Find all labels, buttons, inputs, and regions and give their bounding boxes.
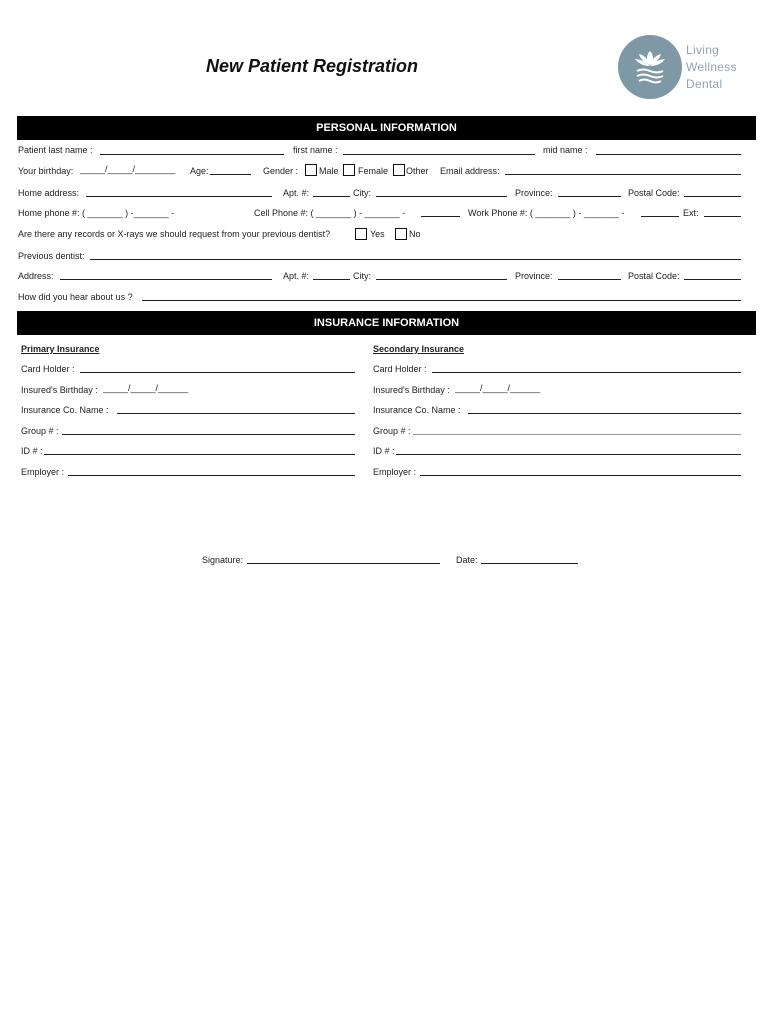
lotus-wave-icon (618, 35, 682, 99)
secondary-group-field[interactable] (413, 434, 741, 435)
ext-field[interactable] (704, 216, 741, 217)
no-label: No (409, 229, 421, 239)
birthday-label: Your birthday: (18, 166, 74, 176)
cell-phone-field-end[interactable] (421, 216, 460, 217)
insurance-info-header: INSURANCE INFORMATION (17, 311, 756, 335)
home-address-field[interactable] (86, 196, 272, 197)
logo-line: Dental (686, 77, 723, 91)
logo-line: Living (686, 43, 720, 57)
secondary-group-label: Group # : (373, 426, 411, 436)
signature-label: Signature: (202, 555, 244, 565)
other-checkbox[interactable] (393, 164, 405, 176)
date-label: Date: (456, 555, 478, 565)
primary-card-holder-field[interactable] (80, 372, 355, 373)
primary-birthday-field[interactable]: _____/_____/______ (103, 383, 189, 393)
birthday-field[interactable]: _____/_____/________ (80, 164, 176, 174)
secondary-company-field[interactable] (468, 413, 741, 414)
dentist-province-label: Province: (515, 271, 553, 281)
records-no-checkbox[interactable] (395, 228, 407, 240)
secondary-insurance-heading: Secondary Insurance (373, 344, 465, 354)
dentist-city-field[interactable] (376, 279, 507, 280)
secondary-company-label: Insurance Co. Name : (373, 405, 461, 415)
home-address-label: Home address: (18, 188, 80, 198)
dentist-address-label: Address: (18, 271, 54, 281)
previous-dentist-label: Previous dentist: (18, 251, 85, 261)
logo-line: Wellness (686, 60, 737, 74)
age-field[interactable] (210, 174, 251, 175)
male-label: Male (319, 166, 339, 176)
logo-wordmark (686, 42, 737, 93)
dentist-city-label: City: (353, 271, 371, 281)
records-yes-checkbox[interactable] (355, 228, 367, 240)
primary-id-label: ID # : (21, 446, 43, 456)
secondary-id-label: ID # : (373, 446, 395, 456)
female-label: Female (358, 166, 389, 176)
dentist-apt-field[interactable] (313, 279, 350, 280)
dentist-province-field[interactable] (558, 279, 621, 280)
dentist-apt-label: Apt. #: (283, 271, 310, 281)
records-question: Are there any records or X-rays we should request from your previous dentist? (18, 229, 331, 239)
secondary-birthday-field[interactable]: _____/_____/______ (455, 383, 541, 393)
postal-code-label: Postal Code: (628, 188, 680, 198)
home-phone-label[interactable]: Home phone #: ( _______ ) -_______ - (18, 208, 175, 218)
apt-field[interactable] (313, 196, 350, 197)
last-name-label: Patient last name : (18, 145, 93, 155)
ext-label: Ext: (683, 208, 699, 218)
primary-employer-field[interactable] (68, 475, 355, 476)
primary-company-field[interactable] (117, 413, 355, 414)
hear-about-label: How did you hear about us ? (18, 292, 133, 302)
work-phone-label[interactable]: Work Phone #: ( _______ ) - _______ - (468, 208, 625, 218)
primary-insurance-heading: Primary Insurance (21, 344, 100, 354)
dentist-address-field[interactable] (60, 279, 272, 280)
personal-info-header: PERSONAL INFORMATION (17, 116, 756, 140)
province-label: Province: (515, 188, 553, 198)
male-checkbox[interactable] (305, 164, 317, 176)
mid-name-field[interactable] (596, 154, 741, 155)
secondary-id-field[interactable] (396, 454, 741, 455)
email-field[interactable] (505, 174, 741, 175)
cell-phone-label[interactable]: Cell Phone #: ( _______ ) - _______ - (254, 208, 406, 218)
signature-field[interactable] (247, 563, 440, 564)
dentist-postal-field[interactable] (684, 279, 741, 280)
primary-card-holder-label: Card Holder : (21, 364, 75, 374)
last-name-field[interactable] (100, 154, 284, 155)
email-label: Email address: (440, 166, 500, 176)
first-name-field[interactable] (343, 154, 535, 155)
secondary-birthday-label: Insured's Birthday : (373, 385, 450, 395)
secondary-employer-field[interactable] (420, 475, 741, 476)
city-field[interactable] (376, 196, 507, 197)
primary-company-label: Insurance Co. Name : (21, 405, 109, 415)
previous-dentist-field[interactable] (90, 259, 741, 260)
city-label: City: (353, 188, 371, 198)
province-field[interactable] (558, 196, 621, 197)
apt-label: Apt. #: (283, 188, 310, 198)
yes-label: Yes (370, 229, 385, 239)
secondary-card-holder-label: Card Holder : (373, 364, 427, 374)
hear-about-field[interactable] (142, 300, 741, 301)
other-label: Other (406, 166, 429, 176)
secondary-employer-label: Employer : (373, 467, 417, 477)
work-phone-field-end[interactable] (641, 216, 679, 217)
page-title: New Patient Registration (206, 56, 419, 76)
gender-label: Gender : (263, 166, 299, 176)
primary-group-label: Group # : (21, 426, 59, 436)
primary-birthday-label: Insured's Birthday : (21, 385, 98, 395)
first-name-label: first name : (293, 145, 338, 155)
primary-id-field[interactable] (44, 454, 355, 455)
age-label: Age: (190, 166, 209, 176)
date-field[interactable] (481, 563, 578, 564)
female-checkbox[interactable] (343, 164, 355, 176)
primary-group-field[interactable] (62, 434, 355, 435)
dentist-postal-label: Postal Code: (628, 271, 680, 281)
postal-code-field[interactable] (684, 196, 741, 197)
mid-name-label: mid name : (543, 145, 588, 155)
secondary-card-holder-field[interactable] (432, 372, 741, 373)
primary-employer-label: Employer : (21, 467, 65, 477)
